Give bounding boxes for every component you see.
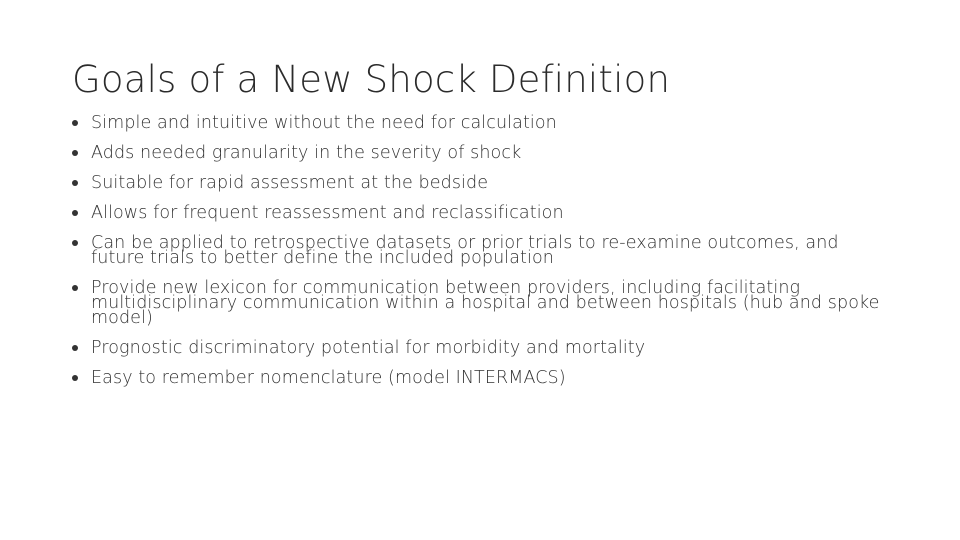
bullet-icon [72, 375, 78, 381]
bullet-text: Suitable for rapid assessment at the bedside [91, 173, 489, 193]
bullet-item [72, 338, 892, 358]
bullet-icon [72, 240, 78, 246]
bullet-item [72, 368, 892, 388]
bullet-item [72, 173, 892, 193]
bullet-list [72, 113, 892, 401]
bullet-text: Simple and intuitive without the need for calculation [91, 113, 557, 133]
bullet-item [72, 278, 892, 328]
bullet-item [72, 113, 892, 133]
bullet-text: Provide new lexicon for communication between providers, including facilitating multidisciplinary communication within a hospital and between hospitals (hub and spoke model) [91, 278, 880, 328]
bullet-icon [72, 180, 78, 186]
bullet-item [72, 143, 892, 163]
bullet-icon [72, 120, 78, 126]
bullet-icon [72, 210, 78, 216]
bullet-text: Allows for frequent reassessment and reclassification [91, 203, 564, 223]
bullet-icon [72, 150, 78, 156]
bullet-text: Can be applied to retrospective datasets or prior trials to re-examine outcomes, and future trials to better define the included population [91, 233, 839, 268]
bullet-icon [72, 285, 78, 291]
slide-title: Goals of a New Shock Definition [72, 58, 671, 101]
bullet-item [72, 233, 892, 268]
bullet-icon [72, 345, 78, 351]
bullet-item [72, 203, 892, 223]
bullet-text: Prognostic discriminatory potential for morbidity and mortality [91, 338, 646, 358]
bullet-text: Adds needed granularity in the severity of shock [91, 143, 522, 163]
bullet-text: Easy to remember nomenclature (model INTERMACS) [91, 368, 566, 388]
